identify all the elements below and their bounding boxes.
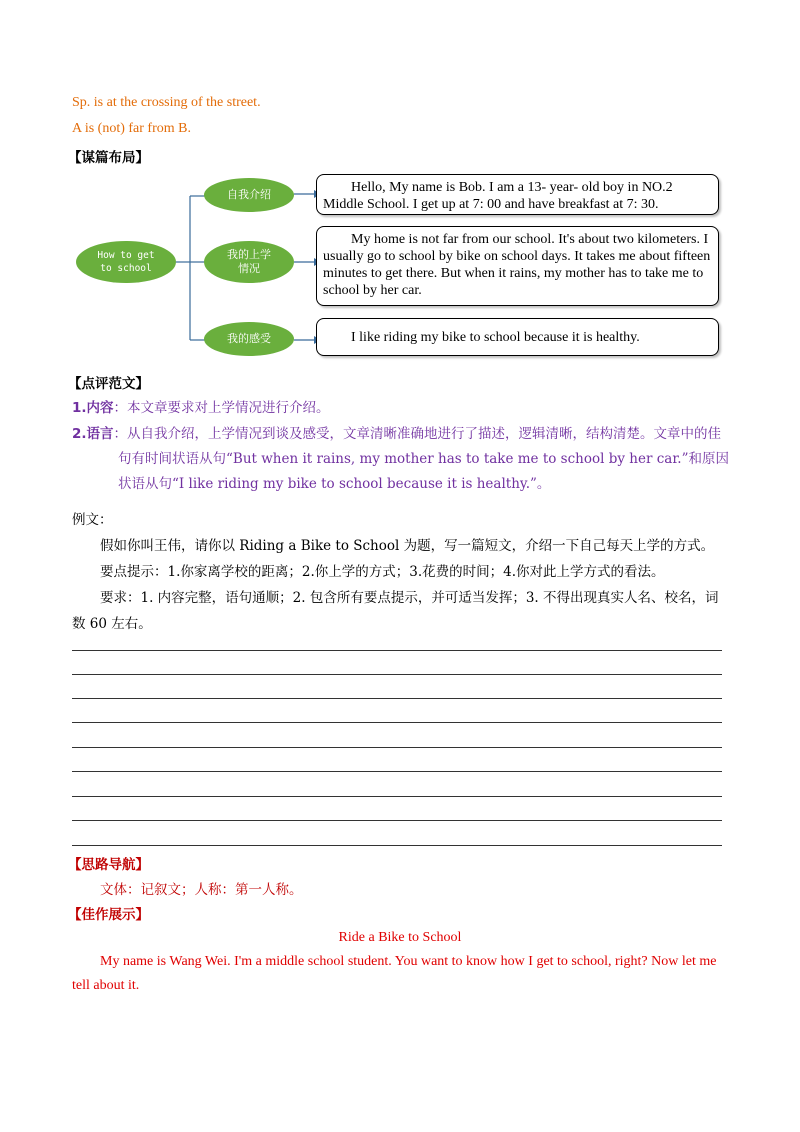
- essay-body: My name is Wang Wei. I'm a middle school student. You want to know how I get to school, right? Now let me tell about it.: [72, 954, 717, 993]
- diagram-root-node: [76, 241, 176, 283]
- diagram-text-box-feeling: [316, 318, 719, 356]
- writing-line: [72, 747, 722, 748]
- diagram-branch-node-feeling: [204, 322, 294, 356]
- example-prompt: 假如你叫王伟，请你以 Riding a Bike to School 为题，写一篇短文，介绍一下自己每天上学的方式。: [100, 538, 715, 554]
- review-language-label: 2.语言: [72, 426, 114, 442]
- phrase-crossing: Sp. is at the crossing of the street.: [72, 95, 261, 110]
- review-content-label: 1.内容: [72, 400, 114, 416]
- diagram-box-text: Hello, My name is Bob. I am a 13- year- old boy in NO.2 Middle School. I get up at 7: 00 and have breakfast at 7: 30.: [323, 180, 673, 212]
- essay-title: Ride a Bike to School: [338, 930, 462, 945]
- diagram-text-box-situation: [316, 226, 719, 306]
- heading-thinking: 【思路导航】: [68, 857, 149, 873]
- writing-line: [72, 698, 722, 699]
- heading-layout: 【谋篇布局】: [68, 150, 149, 166]
- diagram-text-box-intro: [316, 174, 719, 215]
- review-content: [72, 396, 732, 421]
- heading-review: 【点评范文】: [68, 376, 149, 392]
- writing-line: [72, 722, 722, 723]
- diagram-branch-node-intro: [204, 178, 294, 212]
- writing-line: [72, 796, 722, 797]
- writing-line: [72, 674, 722, 675]
- diagram-branch-label: 我的感受: [227, 332, 271, 345]
- review-language: [72, 422, 732, 497]
- thinking-text: 文体：记叙文；人称：第一人称。: [100, 882, 303, 898]
- example-points: 要点提示：1.你家离学校的距离；2.你上学的方式；3.花费的时间；4.你对此上学方式的看法。: [100, 564, 665, 580]
- example-label: 例文：: [72, 512, 113, 528]
- review-content-text: ：本文章要求对上学情况进行介绍。: [113, 400, 330, 416]
- writing-line: [72, 650, 722, 651]
- diagram-branch-label: 我的上学情况: [227, 248, 271, 275]
- diagram-branch-node-situation: [204, 241, 294, 283]
- diagram-box-text: My home is not far from our school. It's about two kilometers. I usually go to school by bike on school days. It takes me about fifteen minutes to get there. But when it rains, my mother has to take me to school by her car.: [323, 232, 711, 298]
- writing-line: [72, 845, 722, 846]
- phrase-far-from: A is (not) far from B.: [72, 121, 191, 136]
- heading-showcase: 【佳作展示】: [68, 907, 149, 923]
- diagram-branch-label: 自我介绍: [227, 188, 271, 201]
- review-language-text: ：从自我介绍，上学情况到谈及感受，文章清晰准确地进行了描述，逻辑清晰，结构清楚。文章中的佳句有时间状语从句“But when it rains, my mother has to take me to school by her car.”和原因状语从句“I like riding my bike to school because it is healthy.”。: [113, 426, 729, 492]
- diagram-box-text: I like riding my bike to school because it is healthy.: [351, 329, 640, 345]
- writing-line: [72, 771, 722, 772]
- writing-line: [72, 820, 722, 821]
- example-requirements: 要求：1. 内容完整，语句通顺；2. 包含所有要点提示，并可适当发挥；3. 不得出现真实人名、校名，词数 60 左右。: [72, 590, 719, 632]
- diagram-root-label: How to get to school: [97, 250, 155, 274]
